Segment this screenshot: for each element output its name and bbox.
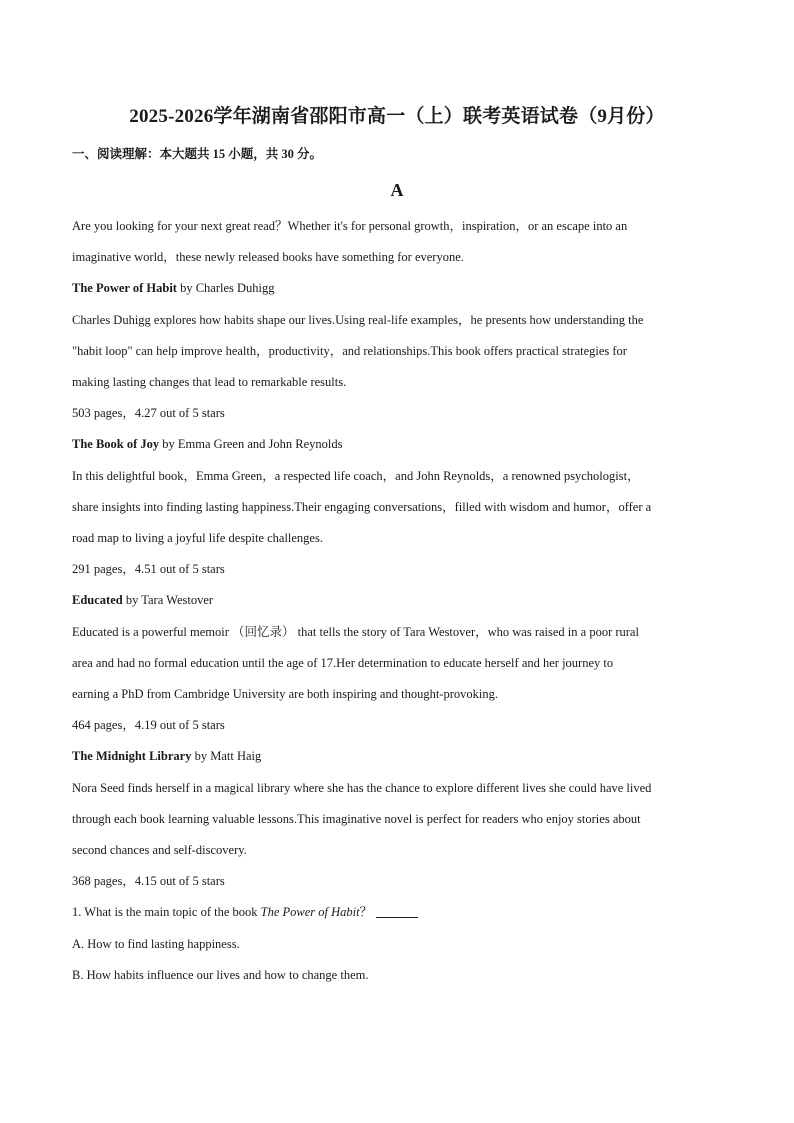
book-description-line: Educated is a powerful memoir （回忆录） that tells the story of Tara Westover，who was raised in a poor rural [72, 625, 639, 639]
question-book-title: The Power of Habit [260, 905, 360, 919]
book-description-line: Nora Seed finds herself in a magical library where she has the chance to explore different lives she could have lived [72, 781, 652, 795]
book-title: The Book of Joy [72, 437, 160, 451]
book-title: The Midnight Library [72, 749, 192, 763]
book-description-line: Charles Duhigg explores how habits shape our lives.Using real-life examples，he presents how understanding the [72, 313, 644, 327]
book-description-line: through each book learning valuable lessons.This imaginative novel is perfect for readers who enjoy stories about [72, 812, 641, 826]
book-description-line: "habit loop" can help improve health，productivity，and relationships.This book offers practical strategies for [72, 344, 627, 358]
book-description-line: In this delightful book，Emma Green，a respected life coach，and John Reynolds，a renowned psychologist， [72, 469, 640, 483]
book-heading [72, 279, 732, 297]
book-description-line: earning a PhD from Cambridge University are both inspiring and thought-provoking. [72, 687, 498, 701]
book-description-line: share insights into finding lasting happiness.Their engaging conversations，filled with wisdom and humor，offer a [72, 500, 652, 514]
book-heading [72, 435, 732, 453]
book-meta: 368 pages，4.15 out of 5 stars [72, 874, 225, 888]
question-mark: ？ [359, 905, 373, 919]
answer-option[interactable]: A. How to find lasting happiness. [72, 937, 240, 951]
passage-letter: A [390, 180, 404, 200]
section-heading: 一、阅读理解：本大题共 15 小题，共 30 分。 [72, 147, 323, 161]
book-meta: 464 pages，4.19 out of 5 stars [72, 718, 225, 732]
book-title: Educated [72, 593, 123, 607]
book-meta: 503 pages，4.27 out of 5 stars [72, 406, 225, 420]
book-meta: 291 pages，4.51 out of 5 stars [72, 562, 225, 576]
answer-blank[interactable] [376, 905, 418, 918]
book-author: by Charles Duhigg [176, 281, 275, 295]
book-author: by Tara Westover [122, 593, 214, 607]
book-author: by Emma Green and John Reynolds [159, 437, 343, 451]
book-author: by Matt Haig [191, 749, 262, 763]
intro-line: imaginative world，these newly released books have something for everyone. [72, 250, 464, 264]
book-description-line: area and had no formal education until the age of 17.Her determination to educate herself and her journey to [72, 656, 614, 670]
book-description-line: road map to living a joyful life despite challenges. [72, 531, 323, 545]
answer-option[interactable]: B. How habits influence our lives and how to change them. [72, 968, 369, 982]
intro-line: Are you looking for your next great read？Whether it's for personal growth，inspiration，or an escape into an [72, 219, 628, 233]
exam-title: 2025-2026学年湖南省邵阳市高一（上）联考英语试卷（9月份） [129, 106, 665, 127]
book-title: The Power of Habit [72, 281, 177, 295]
book-heading [72, 591, 732, 609]
book-description-line: second chances and self-discovery. [72, 843, 247, 857]
book-description-line: making lasting changes that lead to remarkable results. [72, 375, 347, 389]
book-heading [72, 747, 732, 765]
question-stem [72, 903, 732, 921]
question-text: 1. What is the main topic of the book [72, 905, 261, 919]
